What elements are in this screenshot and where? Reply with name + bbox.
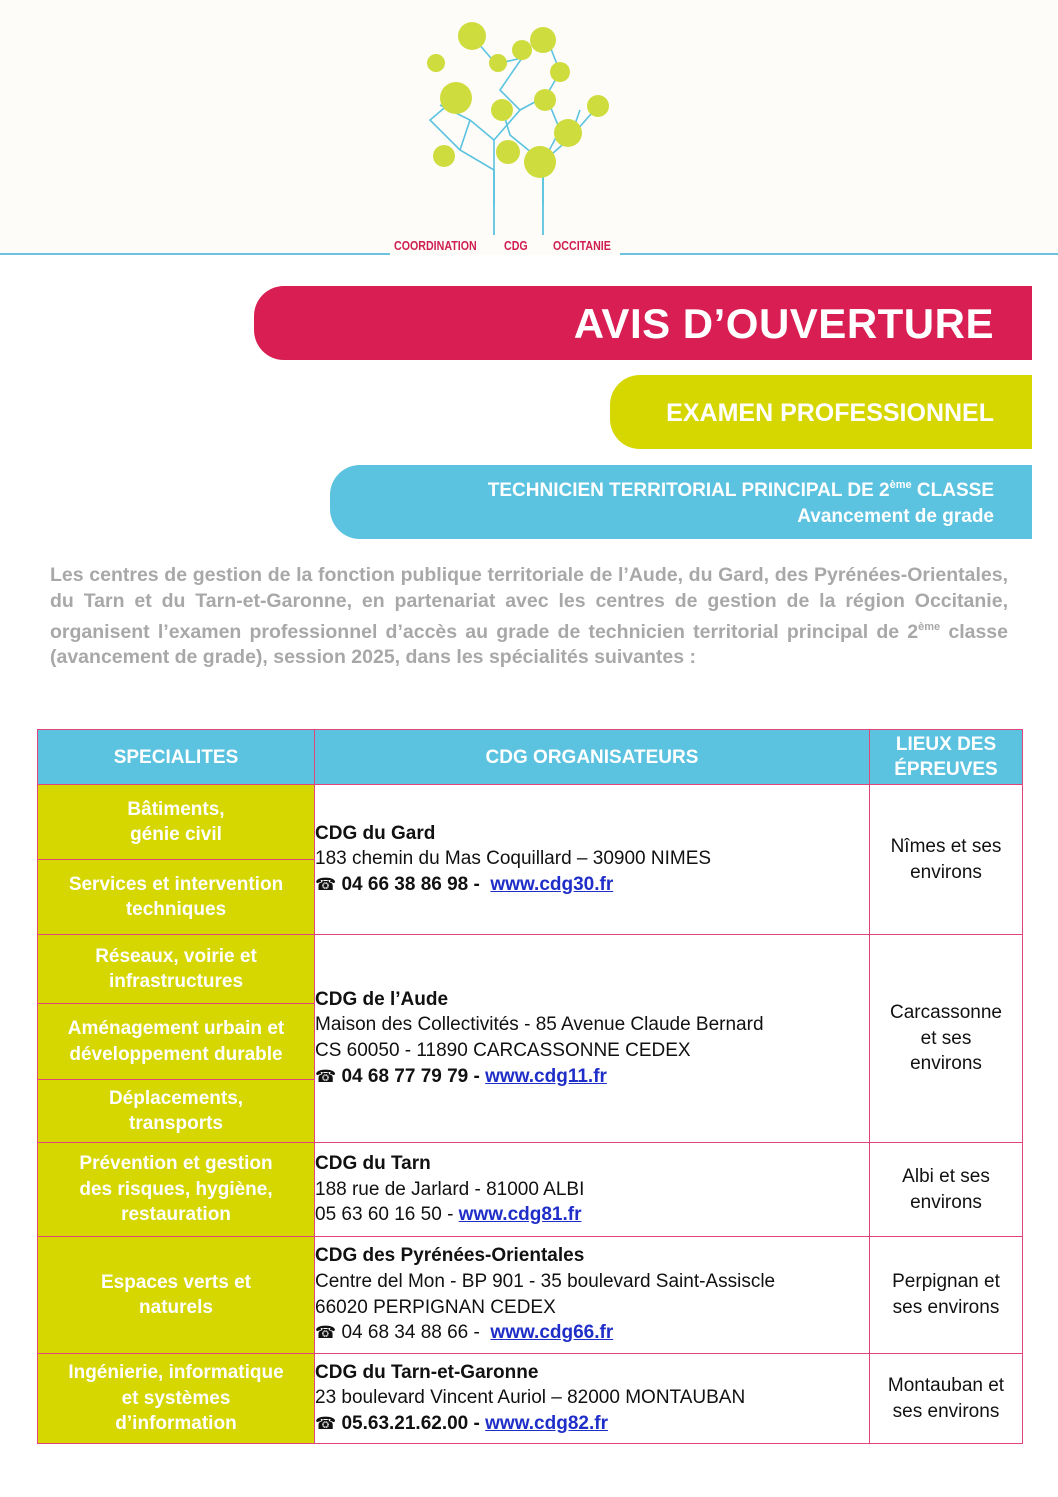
organizer-website-link[interactable]: www.cdg11.fr bbox=[485, 1065, 607, 1087]
title-banner bbox=[254, 286, 1032, 360]
organizer-address: 66020 PERPIGNAN CEDEX bbox=[315, 1296, 556, 1318]
organizer-website-link[interactable]: www.cdg30.fr bbox=[490, 873, 614, 895]
organizer-address: 183 chemin du Mas Coquillard – 30900 NIMES bbox=[315, 848, 712, 870]
organizer-cell bbox=[315, 785, 870, 935]
organizer-contact: 05 63 60 16 50 - www.cdg81.fr bbox=[315, 1204, 582, 1226]
specialty-cell: Services et intervention techniques bbox=[38, 860, 315, 935]
organizer-name: CDG de l’Aude bbox=[315, 988, 449, 1010]
tree-logo-icon bbox=[410, 10, 630, 250]
organizer-name: CDG des Pyrénées-Orientales bbox=[315, 1245, 585, 1267]
table-row bbox=[38, 785, 1023, 860]
organizer-website-link[interactable]: www.cdg82.fr bbox=[485, 1412, 608, 1434]
exam-type: EXAMEN PROFESSIONNEL bbox=[666, 399, 994, 427]
specialty-cell: Bâtiments, génie civil bbox=[38, 785, 315, 860]
organizer-address: CS 60050 - 11890 CARCASSONNE CEDEX bbox=[315, 1040, 691, 1061]
specialty-cell: Espaces verts et naturels bbox=[38, 1237, 315, 1354]
header-lieux: LIEUX DES ÉPREUVES bbox=[870, 730, 1023, 785]
organizer-address: 23 boulevard Vincent Auriol – 82000 MONTAUBAN bbox=[315, 1387, 746, 1409]
location-cell: Carcassonne et ses environs bbox=[870, 935, 1023, 1143]
organizer-name: CDG du Tarn-et-Garonne bbox=[315, 1361, 539, 1383]
organizer-address: Maison des Collectivités - 85 Avenue Claude Bernard bbox=[315, 1014, 764, 1036]
organizer-website-link[interactable]: www.cdg81.fr bbox=[458, 1204, 582, 1226]
subtitle-banner bbox=[610, 375, 1032, 449]
table-row bbox=[38, 1237, 1023, 1354]
organizer-address: Centre del Mon - BP 901 - 35 boulevard Saint-Assiscle bbox=[315, 1270, 776, 1292]
header-line-left bbox=[0, 253, 390, 255]
header-specialites: SPECIALITES bbox=[38, 730, 315, 785]
specialty-cell: Déplacements, transports bbox=[38, 1080, 315, 1143]
table-row bbox=[38, 935, 1023, 1004]
phone-icon: ☎ bbox=[315, 874, 337, 895]
logo-text-occitanie: OCCITANIE bbox=[553, 238, 611, 253]
location-cell: Albi et ses environs bbox=[870, 1143, 1023, 1237]
specialties-table bbox=[37, 729, 1023, 1444]
organizer-website-link[interactable]: www.cdg66.fr bbox=[490, 1322, 614, 1344]
grade-banner bbox=[330, 465, 1032, 539]
intro-paragraph: Les centres de gestion de la fonction publique territoriale de l’Aude, du Gard, des Pyrénées-Orientales, du Tarn et du Tarn-et-Garonne, en partenariat avec les centres de gestion de la région Occitanie, organisent l’examen professionnel d’accès au grade de technicien territorial principal de 2ème classe (avancement de grade), session 2025, dans les spécialités suivantes : bbox=[50, 564, 1009, 669]
table-header-row bbox=[38, 730, 1023, 785]
header-line-right bbox=[620, 253, 1058, 255]
grade-mode: Avancement de grade bbox=[797, 506, 994, 527]
location-cell: Nîmes et ses environs bbox=[870, 785, 1023, 935]
organizer-cell bbox=[315, 935, 870, 1143]
logo-text-cdg: CDG bbox=[504, 238, 528, 253]
organizer-contact: ☎ 04 68 34 88 66 - www.cdg66.fr bbox=[315, 1322, 614, 1344]
phone-icon: ☎ bbox=[315, 1066, 337, 1087]
organizer-address: 188 rue de Jarlard - 81000 ALBI bbox=[315, 1178, 585, 1200]
specialty-cell: Prévention et gestion des risques, hygiène, restauration bbox=[38, 1143, 315, 1237]
organizer-cell bbox=[315, 1143, 870, 1237]
table-row bbox=[38, 1354, 1023, 1444]
location-cell: Montauban et ses environs bbox=[870, 1354, 1023, 1444]
phone-icon: ☎ bbox=[315, 1413, 337, 1434]
organizer-contact: ☎ 05.63.21.62.00 - www.cdg82.fr bbox=[315, 1412, 608, 1434]
organizer-contact: ☎ 04 68 77 79 79 - www.cdg11.fr bbox=[315, 1065, 607, 1087]
organizer-name: CDG du Gard bbox=[315, 822, 436, 844]
specialty-cell: Aménagement urbain et développement durable bbox=[38, 1004, 315, 1080]
location-cell: Perpignan et ses environs bbox=[870, 1237, 1023, 1354]
phone-icon: ☎ bbox=[315, 1323, 337, 1344]
organizer-cell bbox=[315, 1354, 870, 1444]
specialty-cell: Ingénierie, informatique et systèmes d’information bbox=[38, 1354, 315, 1444]
grade-title: TECHNICIEN TERRITORIAL PRINCIPAL DE 2ème CLASSE bbox=[487, 479, 994, 501]
organizer-contact: ☎ 04 66 38 86 98 - www.cdg30.fr bbox=[315, 873, 614, 895]
table-row bbox=[38, 1143, 1023, 1237]
organizer-cell bbox=[315, 1237, 870, 1354]
logo-text-coordination: COORDINATION bbox=[394, 238, 477, 253]
organizer-name: CDG du Tarn bbox=[315, 1153, 431, 1175]
specialty-cell: Réseaux, voirie et infrastructures bbox=[38, 935, 315, 1004]
header-cdg-organisateurs: CDG ORGANISATEURS bbox=[315, 730, 870, 785]
page-title: AVIS D’OUVERTURE bbox=[573, 300, 994, 347]
